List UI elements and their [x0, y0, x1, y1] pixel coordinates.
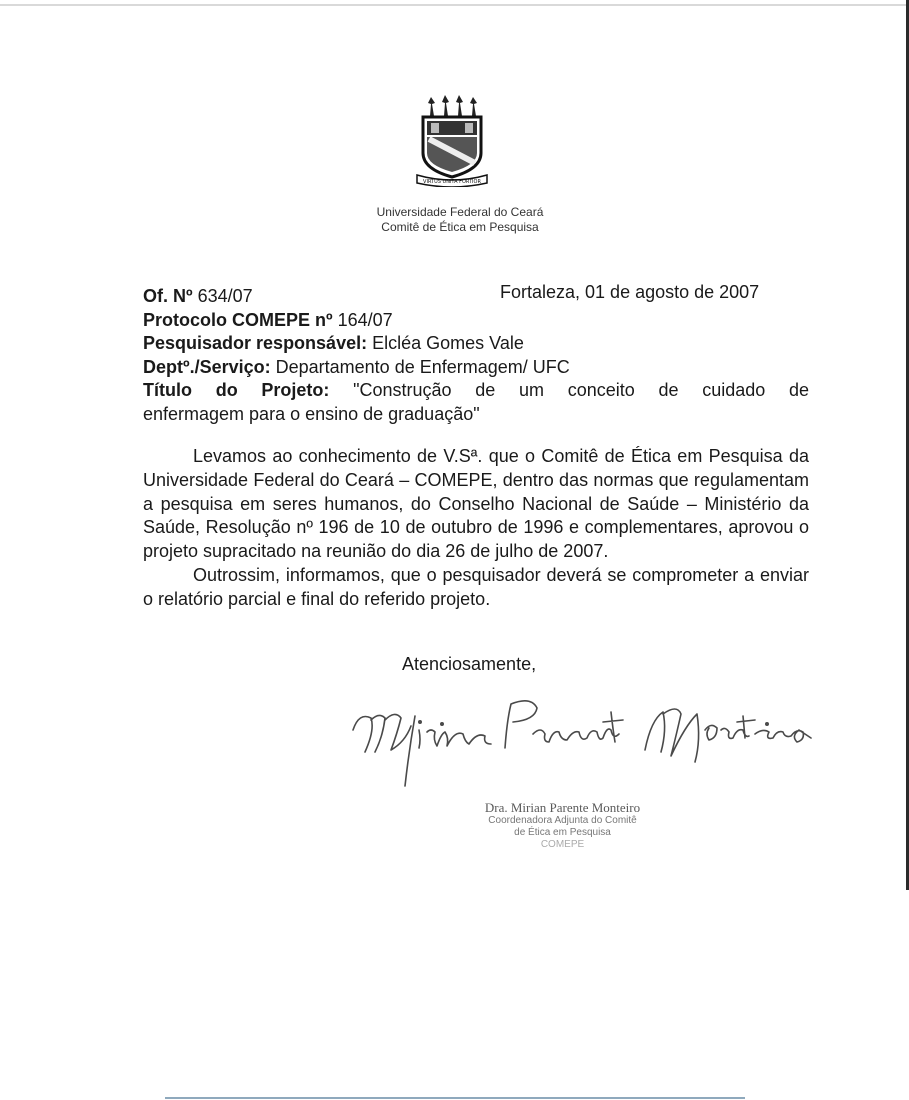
scan-edge-bottom: [165, 1097, 745, 1099]
body-paragraph-approval: Levamos ao conhecimento de V.Sª. que o Comitê de Ética em Pesquisa da Universidade Federal do Ceará – COMEPE, dentro das normas que regulamentam a pesquisa em seres humanos, do Conselho Nacional de Saúde – Ministério da Saúde, Resolução nº 196 de 10 de outubro de 1996 e complementares, aprovou o projeto supracitado na reunião do dia 26 de julho de 2007.: [143, 446, 809, 562]
body-paragraph-report: Outrossim, informamos, que o pesquisador deverá se comprometer a enviar o relatório parcial e final do referido projeto.: [143, 564, 809, 609]
project-title-label: Título do Projeto:: [143, 380, 330, 400]
letter-body: [143, 445, 809, 612]
project-title-part2: enfermagem para o ensino de graduação": [143, 403, 480, 424]
place-date: Fortaleza, 01 de agosto de 2007: [500, 282, 760, 302]
university-seal-logo: [413, 95, 491, 187]
stamp-name: Dra. Mirian Parente Monteiro: [484, 800, 641, 815]
department-name: Departamento de Enfermagem/ UFC: [275, 356, 570, 377]
signatory-stamp: [470, 800, 655, 851]
researcher-line: [143, 332, 809, 356]
handwritten-signature: [345, 690, 825, 790]
scan-edge-top: [0, 4, 909, 6]
researcher-name: Elcléa Gomes Vale: [372, 333, 524, 353]
institution-header: [300, 205, 620, 235]
closing-salutation: Atenciosamente,: [402, 654, 537, 674]
committee-name: Comitê de Ética em Pesquisa: [381, 220, 539, 234]
protocol-label: Protocolo COMEPE nº: [143, 309, 333, 330]
researcher-label: Pesquisador responsável:: [143, 333, 368, 353]
department-label: Deptº./Serviço:: [143, 356, 271, 377]
stamp-role-line3: COMEPE: [540, 839, 585, 850]
protocol-line: [143, 309, 809, 333]
stamp-role-line2: de Ética em Pesquisa: [514, 827, 611, 838]
office-number: 634/07: [197, 286, 253, 306]
project-title-line: [143, 379, 809, 403]
protocol-number: 164/07: [337, 309, 393, 330]
stamp-role-line1: Coordenadora Adjunta do Comitê: [488, 815, 637, 826]
svg-text:VIRTUS UNITA FORTIOR: VIRTUS UNITA FORTIOR: [423, 179, 481, 185]
office-line: [143, 285, 809, 309]
project-title-part1: "Construção de um conceito de cuidado de: [353, 380, 809, 400]
university-name: Universidade Federal do Ceará: [376, 205, 544, 219]
project-title-line2: [143, 403, 809, 427]
department-line: [143, 356, 809, 380]
office-label: Of. Nº: [143, 286, 193, 306]
letter-header: [143, 285, 809, 426]
